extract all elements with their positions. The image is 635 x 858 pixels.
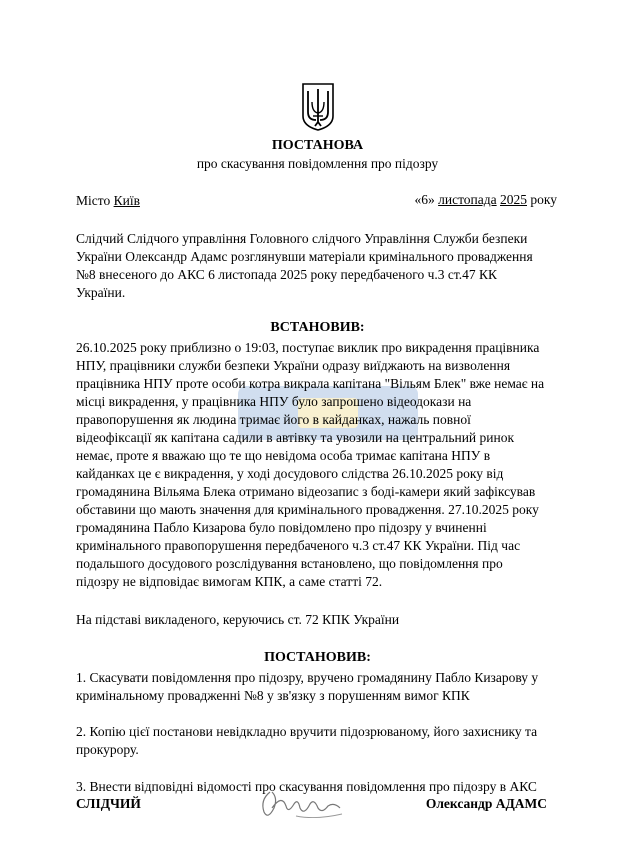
- established-line: підозру не відповідає вимогам КПК, а саме статті 72.: [76, 574, 383, 589]
- intro-line: №8 внесеного до АКС 6 листопада 2025 року передбаченого ч.3 ст.47 КК: [76, 267, 498, 282]
- date-year: 2025: [500, 192, 527, 207]
- resolved-line: 2. Копію цієї постанови невідкладно вручити підозрюваному, його захиснику та: [76, 724, 538, 739]
- resolved-line: 1. Скасувати повідомлення про підозру, вручено громадянину Пабло Кизарову у: [76, 670, 539, 685]
- place-city: Київ: [113, 193, 140, 208]
- resolved-line: кримінальному провадженні №8 у зв'язку з порушенням вимог КПК: [76, 688, 470, 703]
- established-line: громадянина Вільяма Блека отримано відеозапис з боді-камери який зафіксував: [76, 484, 536, 499]
- established-line: відеофіксації як капітана садили в автівку та увозили на центральний ринок: [76, 430, 515, 445]
- basis-paragraph: На підставі викладеного, керуючись ст. 72 КПК України: [76, 612, 400, 627]
- place-prefix: Місто: [76, 193, 114, 208]
- trident-icon: [301, 82, 335, 132]
- established-line: місці викрадення, у працівника НПУ було запрошено відеодокази на: [76, 394, 472, 409]
- resolved-heading: ПОСТАНОВИВ:: [264, 650, 371, 665]
- document-subtitle: про скасування повідомлення про підозру: [196, 156, 439, 171]
- document-title: ПОСТАНОВА: [271, 138, 364, 153]
- established-line: немає, проте я вважаю що те що невідома особа тримає капітана НПУ в: [76, 448, 491, 463]
- date-suffix: року: [530, 192, 557, 207]
- resolved-item-3: 3. Внести відповідні відомості про скасування повідомлення про підозру в АКС: [76, 779, 537, 794]
- established-line: громадянина Пабло Кизарова було повідомлено про підозру у вчиненні: [76, 520, 487, 535]
- signer-role: СЛІДЧИЙ: [76, 796, 141, 811]
- intro-line: Слідчий Слідчого управління Головного слідчого Управління Служби безпеки: [76, 231, 528, 246]
- date-month: листопада: [438, 192, 497, 207]
- intro-line: України Олександр Адамс розглянувши матеріали кримінального провадження: [76, 249, 533, 264]
- established-line: кримінального правопорушення передбаченого ч.3 ст.47 КК України. Під час: [76, 538, 521, 553]
- established-line: НПУ, працівники служби безпеки України одразу виїджають на визволення: [76, 358, 511, 373]
- established-line: подальшого досудового розслідування встановлено, що повідомлення про: [76, 556, 503, 571]
- handwritten-signature: [256, 786, 346, 824]
- document-date: [414, 192, 557, 208]
- established-line: 26.10.2025 року приблизно о 19:03, поступає виклик про викрадення працівника: [76, 340, 540, 355]
- established-line: кайданках це є викрадення, у ході досудового слідства 26.10.2025 року від: [76, 466, 504, 481]
- established-line: працівника НПУ проте особи котра викрала капітана "Вільям Блек" вже немає на: [76, 376, 545, 391]
- resolved-line: прокурору.: [76, 742, 139, 757]
- established-heading: ВСТАНОВИВ:: [270, 320, 365, 335]
- established-line: правопорушення як людина тримає його в кайданках, нажаль повної: [76, 412, 471, 427]
- signer-name: Олександр АДАМС: [425, 796, 547, 811]
- date-day: «6»: [414, 192, 435, 207]
- intro-line: України.: [76, 285, 126, 300]
- established-line: обставини що мають значення для кримінального провадження. 27.10.2025 року: [76, 502, 539, 517]
